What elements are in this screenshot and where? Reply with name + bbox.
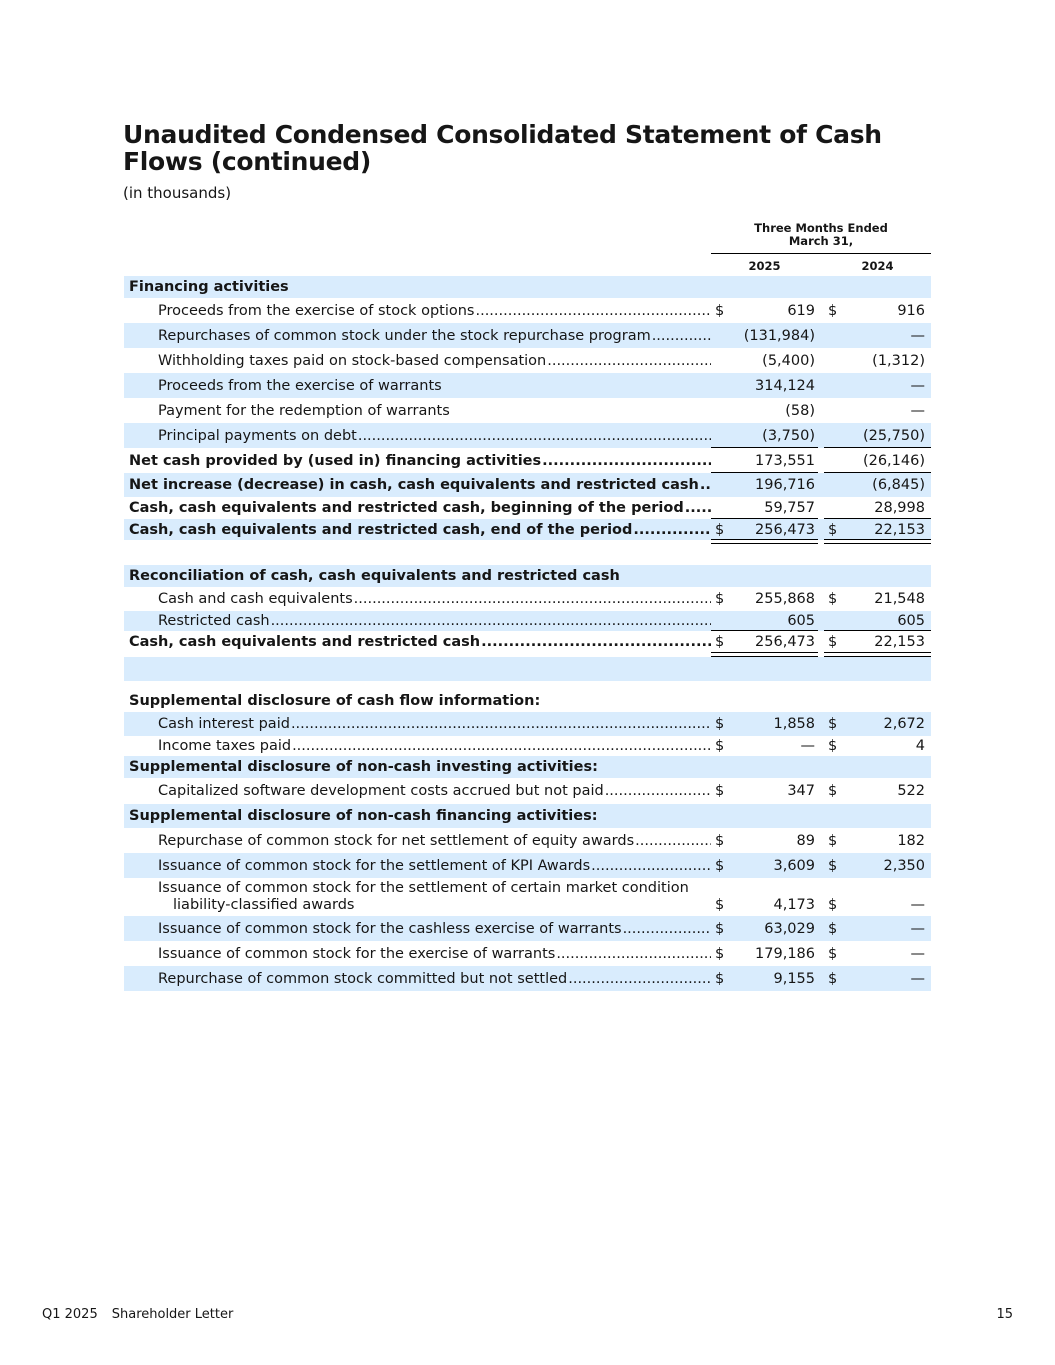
value-2025: (58): [785, 402, 815, 419]
leader-dots: [358, 428, 711, 444]
row-label: Cash, cash equivalents and restricted cash: [129, 634, 481, 650]
value-2024: 22,153: [874, 521, 925, 538]
row-label: Issuance of common stock for the settlement of certain market condition: [158, 880, 689, 896]
value-2025: 179,186: [755, 945, 815, 962]
row-label: Withholding taxes paid on stock-based compensation: [158, 352, 547, 369]
page-number: 15: [996, 1307, 1013, 1322]
value-2024: (26,146): [862, 452, 925, 469]
value-2024: 4: [915, 738, 925, 754]
row-label: Reconciliation of cash, cash equivalents and restricted cash: [129, 568, 620, 584]
row-label: Payment for the redemption of warrants: [158, 402, 450, 419]
currency-2024: $: [828, 832, 838, 849]
value-2025: 256,473: [755, 634, 815, 650]
value-2024: —: [910, 945, 925, 962]
leader-dots: [633, 522, 711, 538]
section-header-reconciliation: [124, 565, 931, 587]
value-2024: —: [910, 402, 925, 419]
value-2024: 522: [897, 783, 925, 799]
row-label-continued: liability-classified awards: [173, 897, 355, 913]
table-row: [124, 587, 931, 611]
value-2025: —: [800, 738, 815, 754]
value-2024: 182: [897, 832, 925, 849]
leader-dots: [354, 591, 711, 607]
units-note: (in thousands): [123, 184, 232, 202]
column-year-2024: 2024: [824, 259, 931, 278]
value-2024: 22,153: [874, 634, 925, 650]
value-2025: 255,868: [755, 591, 815, 607]
value-2025: (5,400): [762, 352, 815, 369]
currency-2024: $: [828, 857, 838, 874]
row-label: Repurchase of common stock committed but not settled: [158, 970, 568, 987]
table-row: [124, 398, 931, 423]
page-title: Unaudited Condensed Consolidated Statement of Cash Flows (continued): [123, 120, 882, 176]
value-2025: 605: [787, 613, 815, 629]
value-2025: 619: [787, 302, 815, 319]
leader-dots: [568, 971, 711, 987]
currency-2024: $: [828, 920, 838, 937]
table-row: [124, 916, 931, 941]
leader-dots: [292, 738, 711, 754]
currency-2025: $: [715, 521, 725, 538]
currency-2024: $: [828, 591, 838, 607]
value-2024: (6,845): [872, 477, 925, 493]
currency-2024: $: [828, 738, 838, 754]
section-header-financing: [124, 276, 931, 298]
row-label: Supplemental disclosure of non-cash investing activities:: [129, 759, 598, 775]
table-row-total: [124, 497, 931, 519]
table-row: [124, 736, 931, 756]
section-header-noncash-financing: [124, 804, 931, 828]
currency-2025: $: [715, 302, 725, 319]
row-label: Cash and cash equivalents: [158, 591, 353, 607]
table-row: [124, 423, 931, 448]
section-header-noncash-investing: [124, 756, 931, 778]
value-2025: 89: [796, 832, 815, 849]
leader-dots: [547, 353, 711, 369]
row-label: Income taxes paid: [158, 738, 292, 754]
footer-document: Shareholder Letter: [111, 1307, 234, 1322]
table-row: [124, 373, 931, 398]
currency-2024: $: [828, 783, 838, 799]
table-row: [124, 853, 931, 878]
row-label: Supplemental disclosure of non-cash financing activities:: [129, 808, 598, 824]
currency-2025: $: [715, 897, 725, 913]
currency-2025: $: [715, 591, 725, 607]
value-2025: 59,757: [764, 500, 815, 516]
row-label: Issuance of common stock for the exercise of warrants: [158, 945, 556, 962]
table-row: [124, 966, 931, 991]
row-label: Issuance of common stock for the settlement of KPI Awards: [158, 857, 591, 874]
row-label: Net increase (decrease) in cash, cash equivalents and restricted cash: [129, 477, 699, 493]
column-group-header: [711, 222, 931, 254]
column-group-line2: March 31,: [788, 234, 854, 248]
value-2024: 916: [897, 302, 925, 319]
currency-2024: $: [828, 716, 838, 732]
value-2025: 196,716: [755, 477, 815, 493]
row-label: Supplemental disclosure of cash flow information:: [129, 693, 541, 709]
currency-2025: $: [715, 832, 725, 849]
value-2024: (25,750): [862, 427, 925, 444]
table-row: [124, 611, 931, 631]
value-2024: —: [910, 377, 925, 394]
value-2025: (3,750): [762, 427, 815, 444]
value-2024: —: [910, 327, 925, 344]
leader-dots: [358, 897, 711, 914]
value-2024: —: [910, 970, 925, 987]
row-label: Cash, cash equivalents and restricted cash, beginning of the period: [129, 500, 684, 516]
currency-2025: $: [715, 634, 725, 650]
currency-2025: $: [715, 783, 725, 799]
row-label: Repurchases of common stock under the stock repurchase program: [158, 327, 651, 344]
currency-2024: $: [828, 302, 838, 319]
leader-dots: [652, 328, 711, 344]
row-label: Restricted cash: [158, 613, 270, 629]
table-row: [124, 298, 931, 323]
currency-2025: $: [715, 920, 725, 937]
value-2024: —: [910, 897, 925, 913]
leader-dots: [623, 921, 711, 937]
row-label: Principal payments on debt: [158, 427, 357, 444]
currency-2024: $: [828, 945, 838, 962]
table-row-total: [124, 448, 931, 473]
section-header-supplemental: [124, 690, 931, 712]
row-label: Proceeds from the exercise of stock options: [158, 302, 475, 319]
leader-dots: [556, 946, 711, 962]
currency-2025: $: [715, 716, 725, 732]
row-label: Cash, cash equivalents and restricted cash, end of the period: [129, 521, 633, 538]
table-row-total: [124, 473, 931, 497]
value-2024: 28,998: [874, 500, 925, 516]
leader-dots: [685, 500, 711, 516]
leader-dots: [475, 303, 711, 319]
leader-dots: [542, 453, 711, 469]
value-2025: 347: [787, 783, 815, 799]
leader-dots: [591, 858, 711, 874]
value-2024: —: [910, 920, 925, 937]
value-2024: 2,350: [883, 857, 925, 874]
value-2025: 173,551: [755, 452, 815, 469]
cash-flow-table: [124, 276, 931, 991]
leader-dots: [271, 613, 711, 629]
value-2025: 63,029: [764, 920, 815, 937]
currency-2025: $: [715, 738, 725, 754]
value-2025: 314,124: [755, 377, 815, 394]
table-row: [124, 323, 931, 348]
value-2025: 1,858: [773, 716, 815, 732]
table-row-total: [124, 519, 931, 540]
table-row: [124, 778, 931, 804]
leader-dots: [481, 634, 711, 650]
table-row: [124, 828, 931, 853]
value-2025: 4,173: [773, 897, 815, 913]
spacer-row: [124, 681, 931, 690]
currency-2024: $: [828, 970, 838, 987]
table-row: [124, 348, 931, 373]
value-2024: (1,312): [872, 352, 925, 369]
row-label: Capitalized software development costs accrued but not paid: [158, 783, 604, 799]
table-row-total: [124, 631, 931, 653]
page-footer: [42, 1307, 233, 1322]
leader-dots: [291, 716, 711, 732]
value-2025: 3,609: [773, 857, 815, 874]
currency-2024: $: [828, 521, 838, 538]
spacer-row: [124, 657, 931, 681]
value-2024: 605: [897, 613, 925, 629]
value-2025: 256,473: [755, 521, 815, 538]
value-2025: (131,984): [743, 327, 815, 344]
value-2024: 2,672: [883, 716, 925, 732]
column-year-2025: 2025: [711, 259, 818, 278]
row-label: Cash interest paid: [158, 716, 290, 732]
footer-period: Q1 2025: [42, 1307, 98, 1322]
row-label: Issuance of common stock for the cashless exercise of warrants: [158, 920, 622, 937]
currency-2025: $: [715, 945, 725, 962]
leader-dots: [605, 783, 711, 799]
column-group-line1: Three Months Ended: [754, 221, 888, 235]
currency-2025: $: [715, 857, 725, 874]
table-row: [124, 941, 931, 966]
currency-2025: $: [715, 970, 725, 987]
value-2025: 9,155: [773, 970, 815, 987]
currency-2024: $: [828, 897, 838, 913]
spacer-row: [124, 540, 931, 565]
leader-dots: [700, 477, 711, 493]
value-2024: 21,548: [874, 591, 925, 607]
table-row: [124, 878, 931, 916]
row-label: Net cash provided by (used in) financing activities: [129, 452, 542, 469]
currency-2024: $: [828, 634, 838, 650]
leader-dots: [635, 833, 711, 849]
table-row: [124, 712, 931, 736]
row-label: Proceeds from the exercise of warrants: [158, 377, 442, 394]
row-label: Financing activities: [129, 279, 289, 295]
row-label: Repurchase of common stock for net settlement of equity awards: [158, 832, 635, 849]
